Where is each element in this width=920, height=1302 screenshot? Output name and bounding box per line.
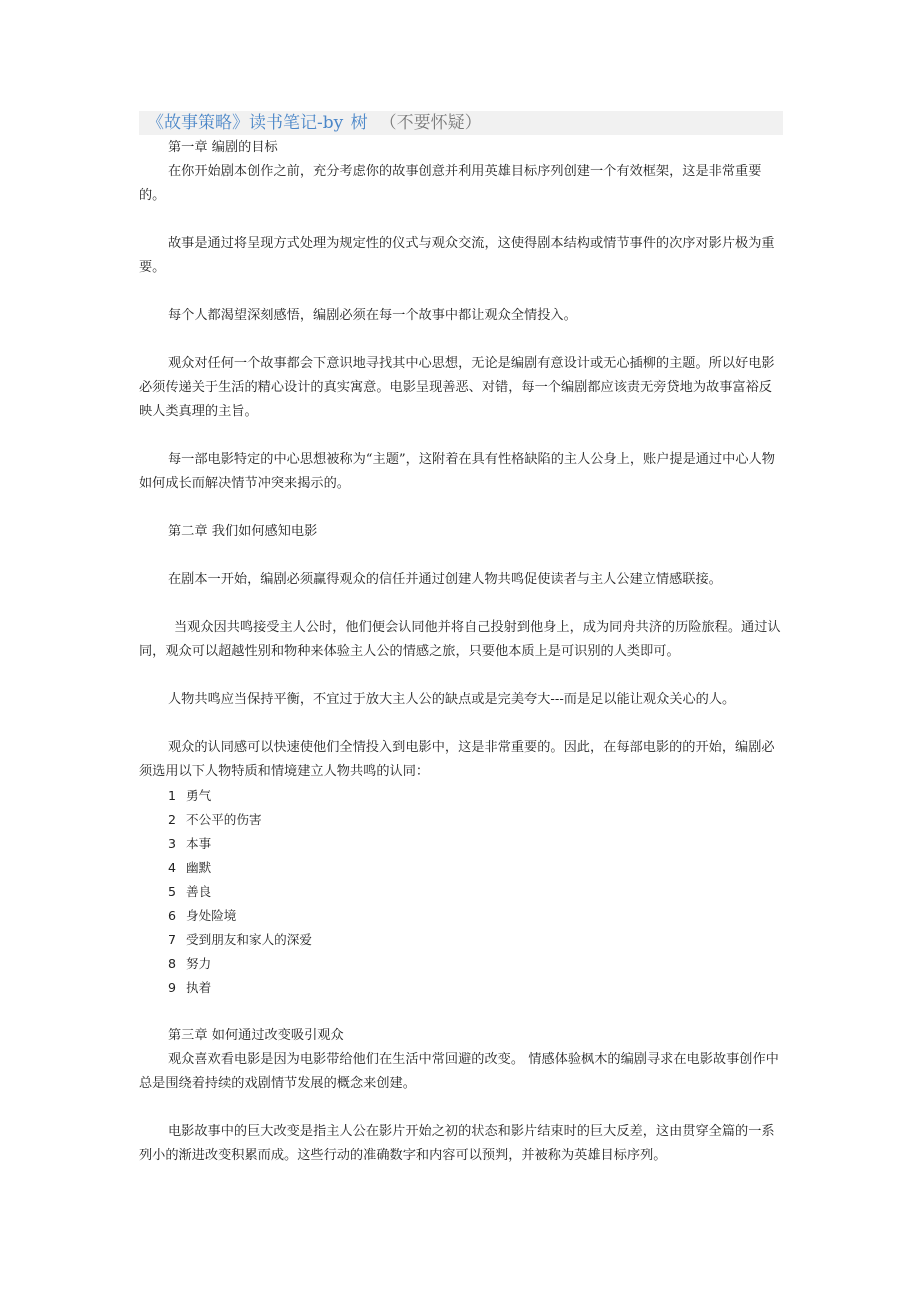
document-title [139, 111, 783, 135]
list-item: 8 努力 [168, 956, 212, 971]
list-item: 7 受到朋友和家人的深爱 [168, 932, 312, 947]
document-body [139, 136, 783, 1168]
ch1-paragraph-2: 故事是通过将呈现方式处理为规定性的仪式与观众交流，这使得剧本结构或情节事件的次序对影片极为重要。 [139, 236, 775, 275]
ch1-paragraph-5: 每一部电影特定的中心思想被称为“主题”，这附着在具有性格缺陷的主人公身上，账户提是通过中心人物如何成长而解决情节冲突来揭示的。 [139, 452, 775, 491]
list-item: 2 不公平的伤害 [168, 812, 262, 827]
title-author: 树 [350, 113, 368, 133]
title-note: （不要怀疑） [379, 113, 482, 133]
ch3-paragraph-1: 观众喜欢看电影是因为电影带给他们在生活中常回避的改变。 情感体验枫木的编剧寻求在电影故事创作中总是围绕着持续的戏剧情节发展的概念来创建。 [139, 1052, 779, 1091]
ch2-paragraph-4: 观众的认同感可以快速使他们全情投入到电影中，这是非常重要的。因此，在每部电影的的开始，编剧必须选用以下人物特质和情境建立人物共鸣的认同： [139, 740, 775, 779]
ch1-paragraph-1: 在你开始剧本创作之前，充分考虑你的故事创意并利用英雄目标序列创建一个有效框架，这是非常重要的。 [139, 164, 762, 203]
title-book: 《故事策略》读书笔记 [147, 113, 317, 133]
list-item: 3 本事 [168, 836, 212, 851]
chapter-2-heading: 第二章 我们如何感知电影 [168, 524, 318, 539]
list-item: 4 幽默 [168, 860, 212, 875]
document-page [139, 111, 783, 1168]
ch2-paragraph-1: 在剧本一开始，编剧必须赢得观众的信任并通过创建人物共鸣促使读者与主人公建立情感联接。 [168, 572, 722, 587]
trait-list [139, 784, 783, 1000]
ch1-paragraph-3: 每个人都渴望深刻感悟，编剧必须在每一个故事中都让观众全情投入。 [168, 308, 577, 323]
ch2-paragraph-2: 当观众因共鸣接受主人公时，他们便会认同他并将自己投射到他身上，成为同舟共济的历险旅程。通过认同，观众可以超越性别和物种来体验主人公的情感之旅，只要他本质上是可识别的人类即可。 [139, 620, 781, 659]
chapter-3-heading: 第三章 如何通过改变吸引观众 [168, 1028, 344, 1043]
ch1-paragraph-4: 观众对任何一个故事都会下意识地寻找其中心思想，无论是编剧有意设计或无心插柳的主题。所以好电影必须传递关于生活的精心设计的真实寓意。电影呈现善恶、对错，每一个编剧都应该责无旁贷地为故事富裕反映人类真理的主旨。 [139, 356, 775, 419]
list-item: 6 身处险境 [168, 908, 237, 923]
list-item: 9 执着 [168, 980, 212, 995]
ch3-paragraph-2: 电影故事中的巨大改变是指主人公在影片开始之初的状态和影片结束时的巨大反差，这由贯穿全篇的一系列小的渐进改变积累而成。这些行动的准确数字和内容可以预判，并被称为英雄目标序列。 [139, 1124, 775, 1163]
chapter-1-heading: 第一章 编剧的目标 [168, 140, 278, 155]
ch2-paragraph-3: 人物共鸣应当保持平衡，不宜过于放大主人公的缺点或是完美夸大---而是足以能让观众关心的人。 [168, 692, 736, 707]
list-item: 1 勇气 [168, 788, 212, 803]
list-item: 5 善良 [168, 884, 212, 899]
title-by: -by [317, 113, 349, 133]
